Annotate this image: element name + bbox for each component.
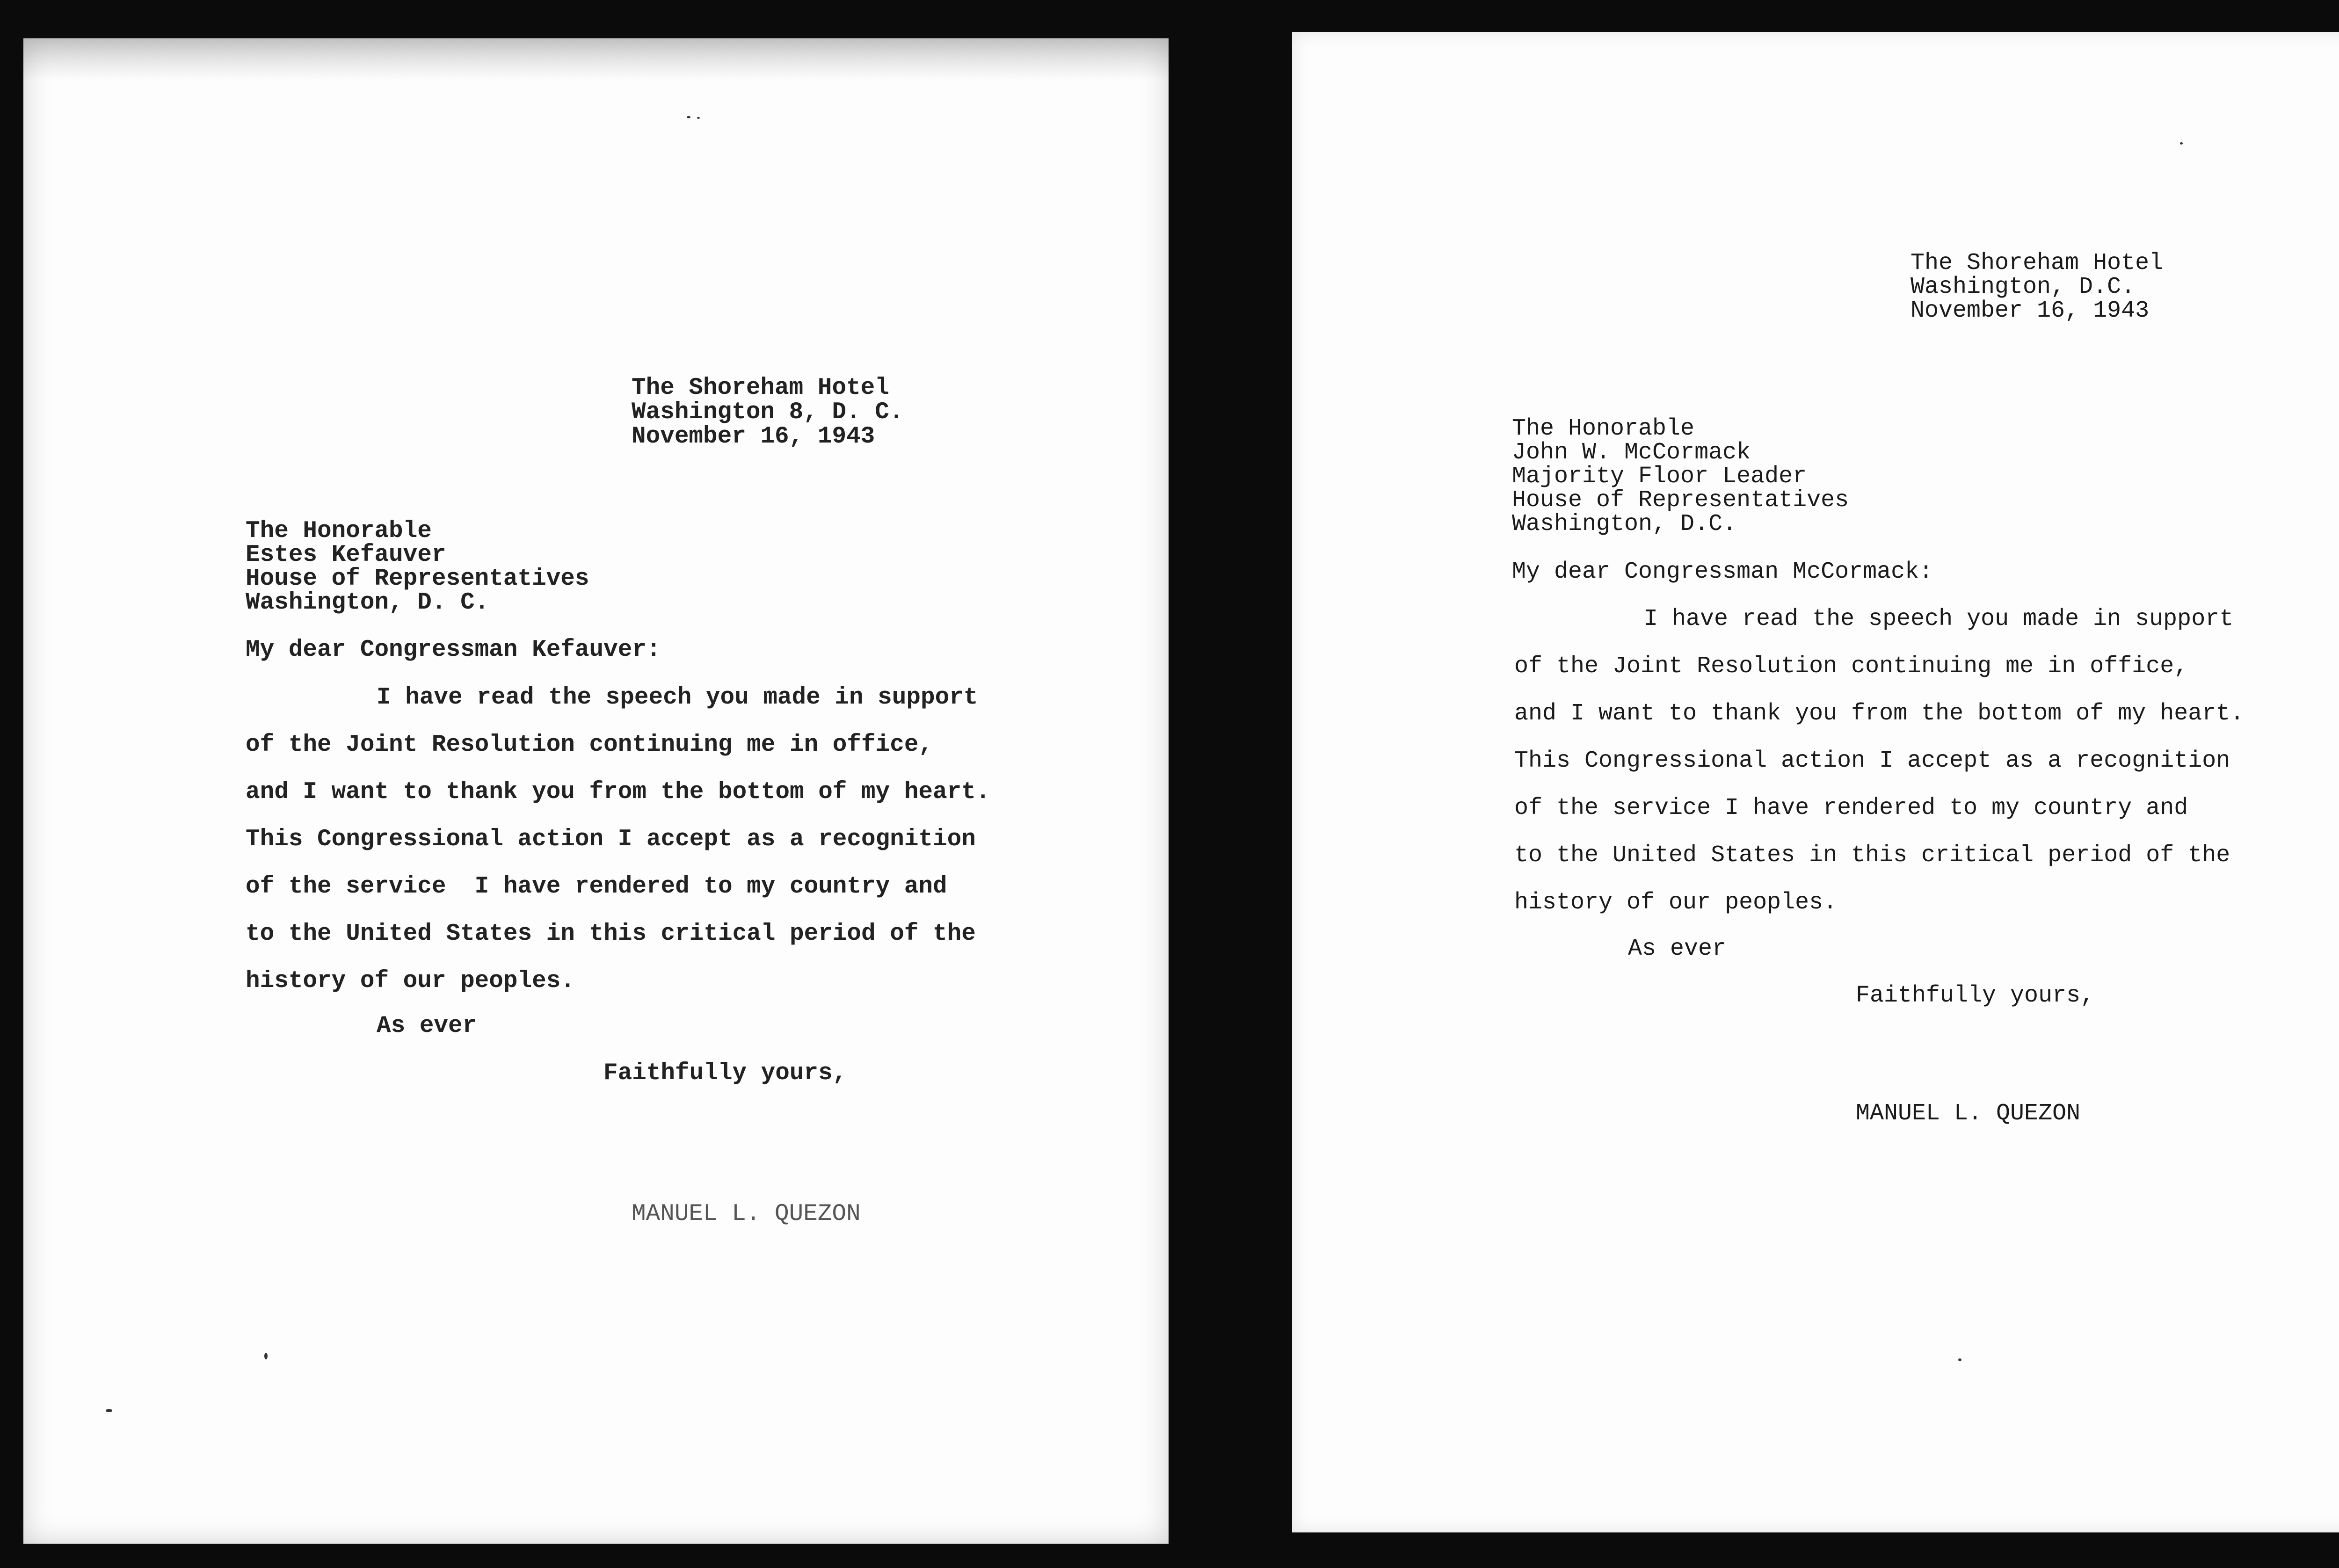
body-line: of the service I have rendered to my country and (246, 873, 947, 900)
body-line: I have read the speech you made in support (1644, 606, 2234, 632)
closing-faithfully: Faithfully yours, (603, 1060, 847, 1087)
body-line: of the Joint Resolution continuing me in office, (1514, 653, 2188, 680)
body-line: of the service I have rendered to my country and (1514, 795, 2188, 821)
recipient-line: Estes Kefauver (246, 542, 446, 568)
hotel-city: Washington, D.C. (1910, 274, 2136, 300)
scan-speck (687, 116, 690, 118)
salutation: My dear Congressman Kefauver: (246, 637, 661, 663)
salutation: My dear Congressman McCormack: (1512, 559, 1933, 585)
letter-date: November 16, 1943 (1910, 298, 2150, 324)
body-line: to the United States in this critical period of the (246, 921, 976, 947)
recipient-line: House of Representatives (1512, 487, 1849, 514)
scan-speck (2180, 142, 2183, 145)
body-line: This Congressional action I accept as a recognition (246, 826, 976, 853)
body-line: This Congressional action I accept as a recognition (1514, 748, 2230, 774)
body-line: history of our peoples. (246, 968, 575, 995)
scan-speck (106, 1409, 112, 1412)
body-line: to the United States in this critical period of the (1514, 842, 2230, 869)
closing-as-ever: As ever (1628, 936, 1727, 962)
scan-speck (1958, 1358, 1961, 1361)
scan-shading (23, 38, 1169, 80)
recipient-line: Washington, D.C. (1512, 511, 1737, 537)
signature-name: MANUEL L. QUEZON (1856, 1100, 2081, 1127)
hotel-name: The Shoreham Hotel (1910, 250, 2164, 276)
scan-speck (697, 117, 700, 119)
body-line: and I want to thank you from the bottom of my heart. (1514, 700, 2245, 727)
letter-page-kefauver (23, 38, 1169, 1544)
signature-name: MANUEL L. QUEZON (632, 1201, 861, 1227)
letter-date: November 16, 1943 (632, 423, 875, 450)
body-line: I have read the speech you made in support (377, 684, 978, 711)
scan-speck (264, 1353, 268, 1359)
recipient-line: The Honorable (246, 518, 432, 544)
body-line: and I want to thank you from the bottom of my heart. (246, 779, 990, 806)
recipient-line: House of Representatives (246, 566, 589, 592)
body-line: of the Joint Resolution continuing me in office, (246, 732, 933, 758)
hotel-name: The Shoreham Hotel (632, 375, 889, 401)
letter-page-mccormack (1292, 32, 2339, 1532)
closing-as-ever: As ever (377, 1013, 477, 1039)
recipient-line: The Honorable (1512, 415, 1695, 442)
recipient-line: Washington, D. C. (246, 589, 489, 616)
body-line: history of our peoples. (1514, 889, 1838, 916)
recipient-line: Majority Floor Leader (1512, 463, 1807, 490)
closing-faithfully: Faithfully yours, (1856, 982, 2095, 1009)
hotel-city: Washington 8, D. C. (632, 399, 904, 426)
recipient-line: John W. McCormack (1512, 439, 1751, 466)
